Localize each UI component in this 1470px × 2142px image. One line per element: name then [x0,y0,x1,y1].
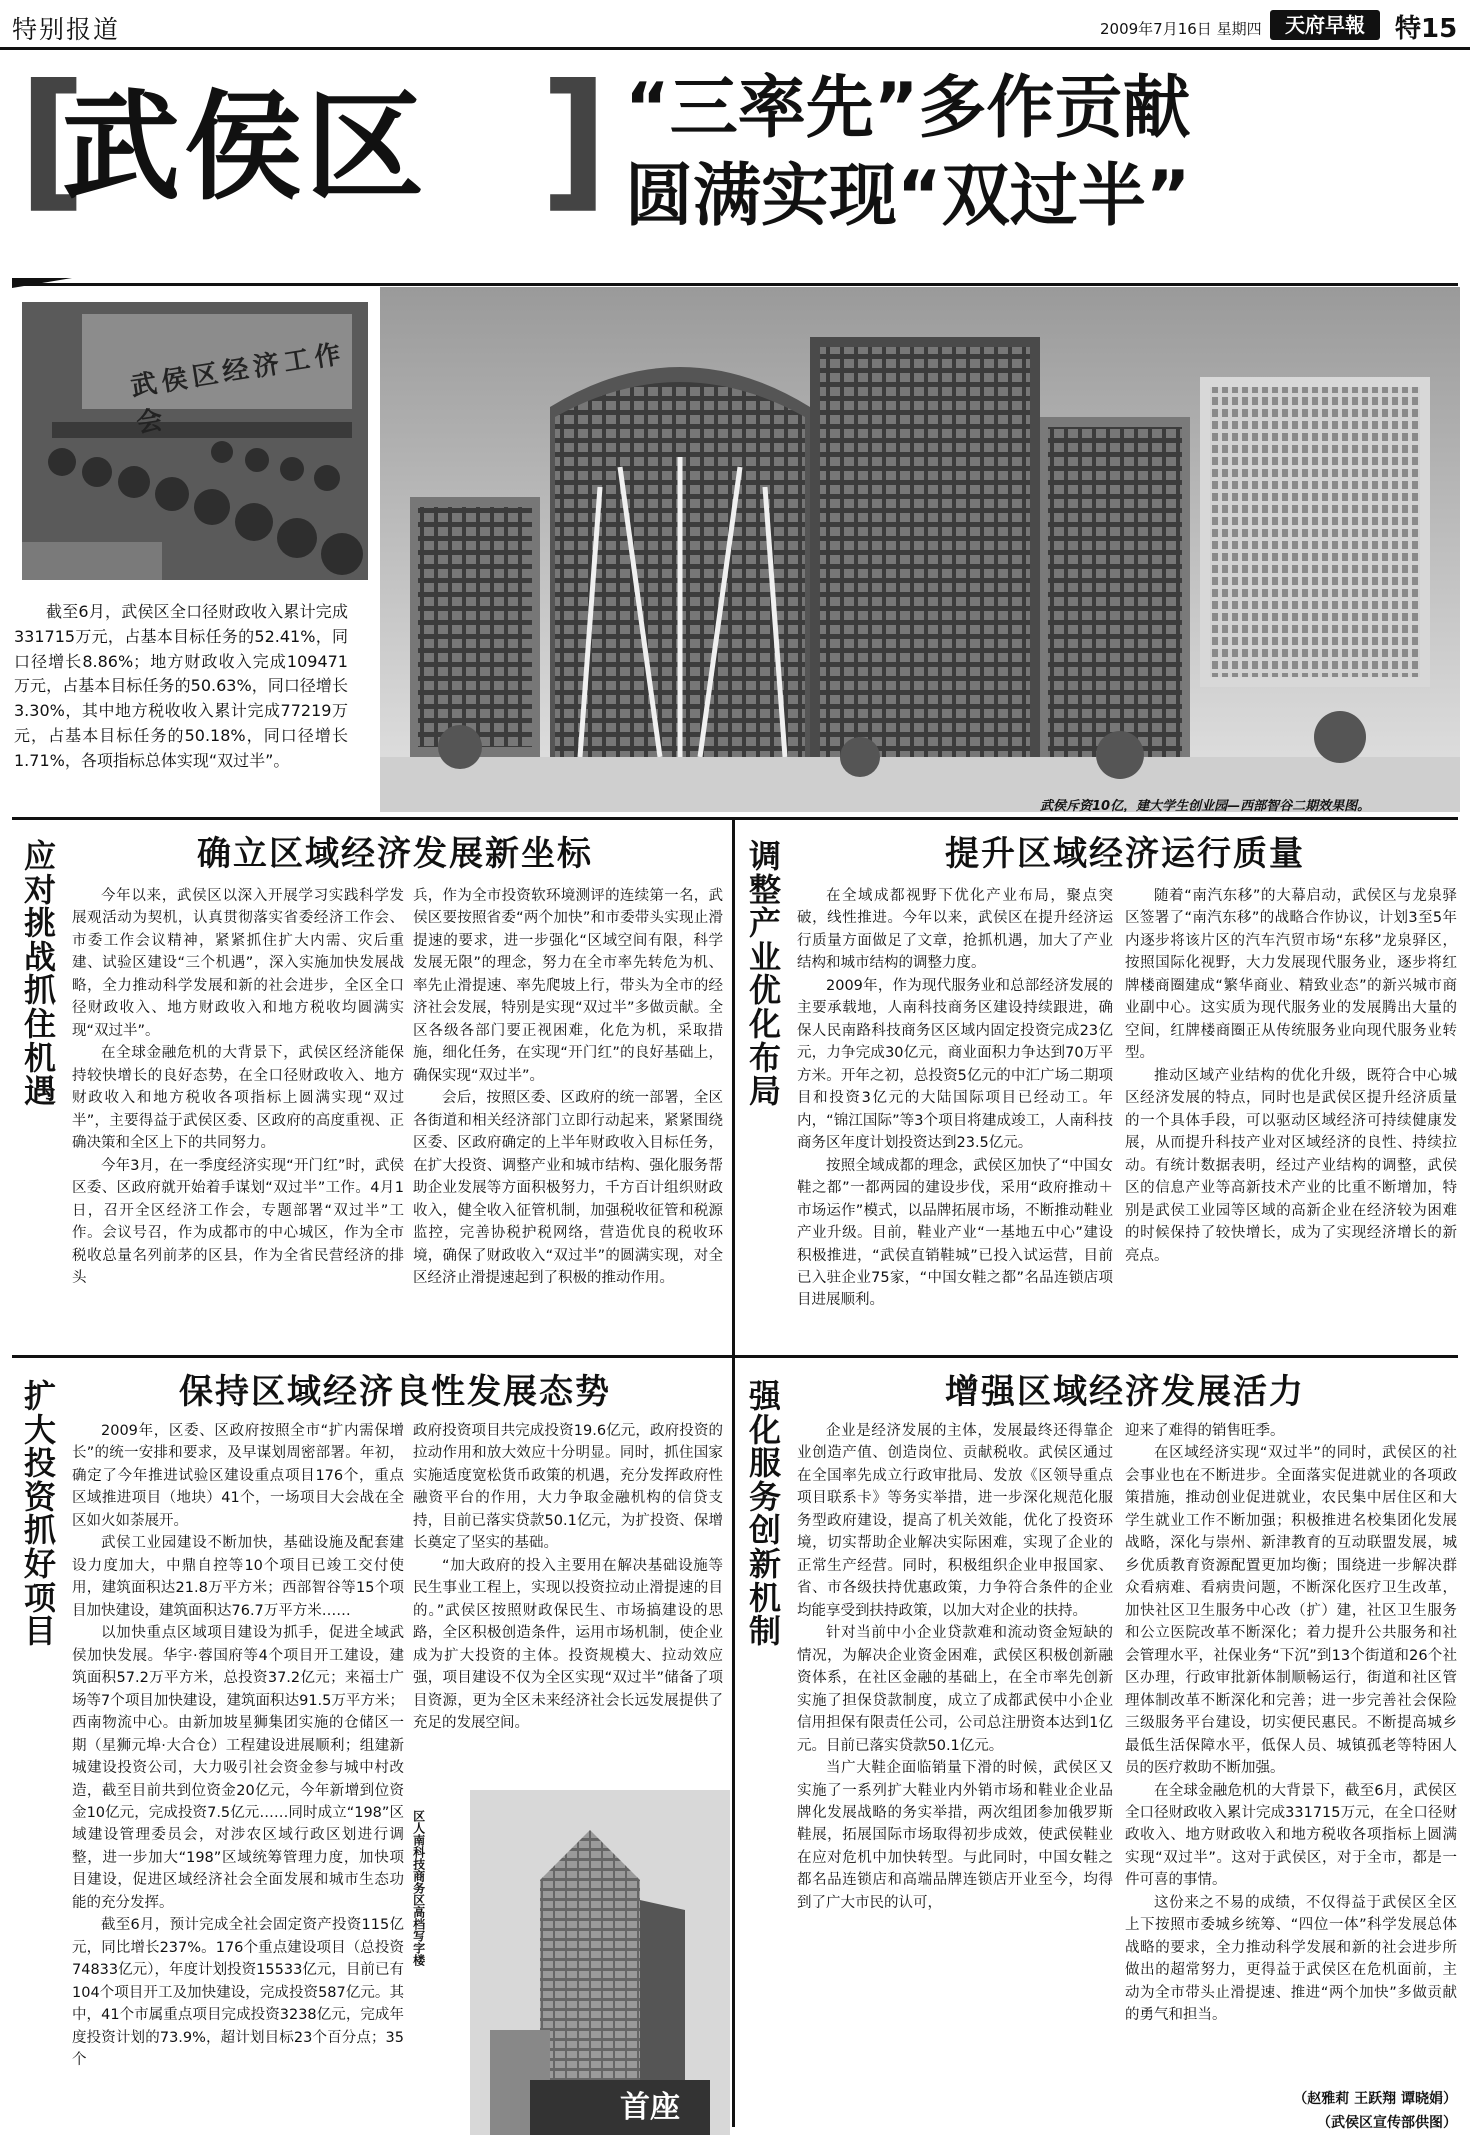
paragraph: 随着“南汽东移”的大幕启动，武侯区与龙泉驿区签署了“南汽东移”的战略合作协议，计划3至5年内逐步将该片区的汽车汽贸市场“东移”龙泉驿区，按照国际化视野，大力发展现代服务业，逐步将红牌楼商圈建成“繁华商业、精致业态”的新兴城市商业副中心。这实质为现代服务业的发展腾出大量的空间，红牌楼商圈正从传统服务业向现代服务业转型。 [1125,888,1457,1062]
paragraph: 在全球金融危机的大背景下，截至6月，武侯区全口径财政收入累计完成331715万元，在全口径财政收入、地方财政收入和地方税收各项指标上圆满实现“双过半”。这对于武侯区，对于全市，都是一件可喜的事情。 [1125,1782,1457,1889]
headline-line-1: “三率先”多作贡献 [625,69,1191,148]
paragraph: 在全球金融危机的大背景下，武侯区经济能保持较快增长的良好态势，在全口径财政收入、地方财政收入和地方税收各项指标上圆满实现“双过半”，主要得益于武侯区委、区政府的高度重视、正确决策和全区上下的共同努力。 [72,1045,404,1152]
s1-col-2 [413,885,723,1345]
s4-col-2 [1125,1420,1457,2075]
s3-col-2 [413,1420,723,1800]
building-sign: 首座 [620,2090,680,2125]
divider-center [732,817,735,2127]
paragraph: 在区域经济实现“双过半”的同时，武侯区的社会事业也在不断进步。全面落实促进就业的各项政策措施，推动创业促进就业，农民集中居住区和大学生就业工作不断加强；积极推进名校集团化发展战略，深化与崇州、新津教育的互动联盟发展，城乡优质教育资源配置更加均衡；围绕进一步解决群众看病难、看病贵问题，不断深化医疗卫生改革，加快社区卫生服务中心改（扩）建，社区卫生服务和公立医院改革不断深化；着力提升公共服务和社会管理水平，社保业务“下沉”到13个街道和26个社区办理，行政审批新体制顺畅运行，街道和社区管理体制改革不断深化和完善；进一步完善社会保险三级服务平台建设，切实便民惠民。不断提高城乡最低生活保障水平，低保人员、城镇孤老等特困人员的医疗救助不断加强。 [1125,1445,1457,1777]
paragraph: 今年以来，武侯区以深入开展学习实践科学发展观活动为契机，认真贯彻落实省委经济工作会、市委工作会议精神，紧紧抓住扩大内需、灾后重建、试验区建设“三个机遇”，深入实施加快发展战略，全力推动科学发展和新的社会进步，全区全口径财政收入、地方财政收入和地方税收均圆满实现“双过半”。 [72,888,404,1039]
office-photo-caption: 区人南科技商务区高档写字楼 [411,1810,426,1966]
paragraph: 这份来之不易的成绩，不仅得益于武侯区全区上下按照市委城乡统筹、“四位一体”科学发展总体战略的要求，全力推动科学发展和新的社会进步所做出的超常努力，更得益于武侯区在危机面前，主动为全市带头止滑提速、推进“两个加快”多做贡献的勇气和担当。 [1125,1894,1457,2024]
divider-top [12,817,1458,820]
paragraph: 政府投资项目共完成投资19.6亿元，政府投资的拉动作用和放大效应十分明显。同时，抓住国家实施适度宽松货币政策的机遇，充分发挥政府性融资平台的作用，大力争取金融机构的信贷支持，目前已落实贷款50.1亿元，为扩投资、保增长奠定了坚实的基础。 [413,1423,723,1552]
s4-title: 增强区域经济发展活力 [945,1372,1305,1412]
s3-side-title: 扩大投资 抓好项目 [23,1377,56,1651]
paragraph: 当广大鞋企面临销量下滑的时候，武侯区又实施了一系列扩大鞋业内外销市场和鞋业企业品牌化发展战略的务实举措，两次组团参加俄罗斯鞋展，拓展国际市场取得初步成效，使武侯鞋业在应对危机中加快转型。与此同时，中国女鞋之都名品连锁店和高端品牌连锁店开业至今，均得到了广大市民的认可， [797,1760,1113,1911]
divider-left [12,1355,732,1358]
paragraph: 在全域成都视野下优化产业布局，聚点突破，线性推进。今年以来，武侯区在提升经济运行质量方面做足了文章，抢抓机遇，加大了产业结构和城市结构的调整力度。 [797,888,1113,972]
top-rule [12,283,1458,286]
photo-credit: （武侯区宣传部供图） [1317,2115,1457,2131]
paragraph: 截至6月，预计完成全社会固定资产投资115亿元，同比增长237%。176个重点建设项目（总投资74833亿元），年度计划投资15533亿元，目前已有104个项目开工及加快建设，完成投资587亿元。其中，41个市属重点项目完成投资3238亿元，完成年度投资计划的73.9%，超计划目标23个百分点；35个 [72,1917,404,2069]
paragraph: 推动区域产业结构的优化升级，既符合中心城区经济发展的特点，同时也是武侯区提升经济质量的一个具体手段，可以驱动区域经济可持续健康发展，从而提升科技产业对区域经济的良性、持续拉动。有统计数据表明，经过产业结构的调整，武侯区的信息产业等高新技术产业的比重不断增加，特别是武侯工业园等区域的高新企业在经济较为困难的时候保持了较快增长，成为了实现经济增长的新亮点。 [1125,1067,1457,1264]
paragraph: 迎来了难得的销售旺季。 [1125,1423,1285,1439]
masthead [0,0,1470,50]
s1-col-1 [72,885,404,1345]
s1-title: 确立区域经济发展新坐标 [197,834,593,874]
conference-photo [20,300,370,582]
paragraph: 以加快重点区域项目建设为抓手，促进全域武侯加快发展。华宇·蓉国府等4个项目开工建设，建筑面积57.2万平方米，总投资37.2亿元；来福士广场等7个项目加快建设，建筑面积达91.5万平方米；西南物流中心。由新加坡星狮集团实施的仓储区一期（星狮元埠·大合仓）工程建设进展顺利；组建新城建设投资公司，大力吸引社会资金参与城中村改造，截至目前共到位资金20亿元，今年新增到位资金10亿元，完成投资7.5亿元……同时成立“198”区域建设管理委员会，对涉农区域行政区划进行调整，进一步加大“198”区域统筹管理力度，加快项目建设，促进区域经济社会全面发展和城市生态功能的充分发挥。 [72,1625,404,1911]
s2-title: 提升区域经济运行质量 [945,834,1305,874]
issue-date: 2009年7月16日 星期四 [1100,20,1262,38]
rendering-caption: 武侯斥资10亿，建大学生创业园—西部智谷二期效果图。 [1040,799,1371,812]
intro-paragraph: 截至6月，武侯区全口径财政收入累计完成331715万元，占基本目标任务的52.41%，同口径增长8.86%；地方财政收入完成109471万元，占基本目标任务的50.63%，同口径增长3.30%，其中地方税收收入累计完成77219万元，占基本目标任务的50.18%，同口径增长1.71%，各项指标总体实现“双过半”。 [14,602,348,770]
building-rendering [380,287,1460,812]
paragraph: 兵，作为全市投资软环境测评的连续第一名，武侯区要按照省委“两个加快”和市委带头实现止滑提速的要求，进一步强化“区域空间有限，科学发展无限”的理念，努力在全市率先转危为机、率先止滑提速、率先爬坡上行，带头为全市的经济社会发展，特别是实现“双过半”多做贡献。全区各级各部门要正视困难，化危为机，采取措施，细化任务，在实现“开门红”的良好基础上，确保实现“双过半”。 [413,888,723,1084]
paragraph: 2009年，作为现代服务业和总部经济发展的主要承载地，人南科技商务区建设持续跟进，确保人民南路科技商务区区域内固定投资完成23亿元，力争完成30亿元，商业面积力争达到70万平方米。开年之初，总投资5亿元的中汇广场二期项目和投资3亿元的大陆国际项目已经动工。年内，“锦江国际”等3个项目将建成竣工，人南科技商务区年度计划投资达到23.5亿元。 [797,977,1113,1152]
open-bracket: [ [18,53,87,227]
divider-right [735,1355,1458,1358]
district-name: 武侯区 [62,78,429,216]
paragraph: 今年3月，在一季度经济实现“开门红”时，武侯区委、区政府就开始着手谋划“双过半”工作。4月1日，召开全区经济工作会，专题部署“双过半”工作。会议号召，作为成都市的中心城区，作为全市税收总量名列前茅的区县，作为全省民营经济的排头 [72,1157,404,1286]
s2-col-2 [1125,885,1457,1345]
paragraph: 按照全域成都的理念，武侯区加快了“中国女鞋之都”一都两园的建设步伐，采用“政府推动＋市场运作”模式，以品牌拓展市场，不断推动鞋业产业升级。目前，鞋业产业“一基地五中心”建设积极推进，“武侯直销鞋城”已投入试运营，目前已入驻企业75家，“中国女鞋之都”名品连锁店项目进展顺利。 [797,1157,1113,1309]
section-name: 特别报道 [12,15,121,44]
s3-title: 保持区域经济良性发展态势 [179,1372,611,1412]
page-number: 特15 [1395,14,1458,44]
close-bracket: ] [540,53,609,227]
paragraph: 针对当前中小企业贷款难和流动资金短缺的情况，为解决企业资金困难，武侯区积极创新融资体系，在社区金融的基础上，在全市率先创新实施了担保贷款制度，成立了成都武侯中小企业信用担保有限责任公司，公司总注册资本达到1亿元。目前已落实贷款50.1亿元。 [797,1625,1113,1754]
office-tower-photo [470,1790,730,2135]
headline-line-2: 圆满实现“双过半” [625,157,1191,236]
byline: （赵雅莉 王跃翔 谭晓娟） [1293,2091,1457,2107]
paragraph: 武侯工业园建设不断加快，基础设施及配套建设力度加大，中鼎自控等10个项目已竣工交付使用，建筑面积达21.8万平方米；西部智谷等15个项目加快建设，建筑面积达76.7万平方米…… [72,1535,404,1619]
paragraph: “加大政府的投入主要用在解决基础设施等民生事业工程上，实现以投资拉动止滑提速的目的。”武侯区按照财政保民生、市场搞建设的思路，全区积极创造条件，运用市场机制，使企业成为扩大投资的主体。投资规模大、拉动效应强，项目建设不仅为全区实现“双过半”储备了项目资源，更为全区未来经济社会长远发展提供了充足的发展空间。 [413,1557,723,1732]
s2-side-title: 调整产业 优化布局 [748,837,781,1111]
s3-col-1 [72,1420,404,2132]
s4-col-1 [797,1420,1113,2132]
paper-logo: 天府早報 [1270,10,1380,40]
s2-col-1 [797,885,1113,1345]
s1-side-title: 应对挑战 抓住机遇 [23,837,56,1111]
s4-side-title: 强化服务 创新机制 [748,1377,781,1651]
conference-banner: 武侯区经济工作会 [128,338,348,440]
paragraph: 会后，按照区委、区政府的统一部署，全区各街道和相关经济部门立即行动起来，紧紧围绕区委、区政府确定的上半年财政收入目标任务，在扩大投资、调整产业和城市结构、强化服务帮助企业发展等方面积极努力，千方百计组织财政收入，健全收入征管机制，加强税收征管和税源监控，完善协税护税网络，营造优良的税收环境，确保了财政收入“双过半”的圆满实现，对全区经济止滑提速起到了积极的推动作用。 [413,1090,723,1286]
paragraph: 企业是经济发展的主体，发展最终还得靠企业创造产值、创造岗位、贡献税收。武侯区通过在全国率先成立行政审批局、发放《区领导重点项目联系卡》等务实举措，进一步深化规范化服务型政府建设，提高了机关效能，优化了投资环境，切实帮助企业解决实际困难，实现了企业的正常生产经营。同时，积极组织企业申报国家、省、市各级扶持优惠政策，力争符合条件的企业均能享受到扶持政策，以加大对企业的扶持。 [797,1423,1113,1619]
paragraph: 2009年，区委、区政府按照全市“扩内需保增长”的统一安排和要求，及早谋划周密部署。年初，确定了今年推进试验区建设重点项目176个，重点区域推进项目（地块）41个，一场项目大会战在全区如火如荼展开。 [72,1423,404,1529]
